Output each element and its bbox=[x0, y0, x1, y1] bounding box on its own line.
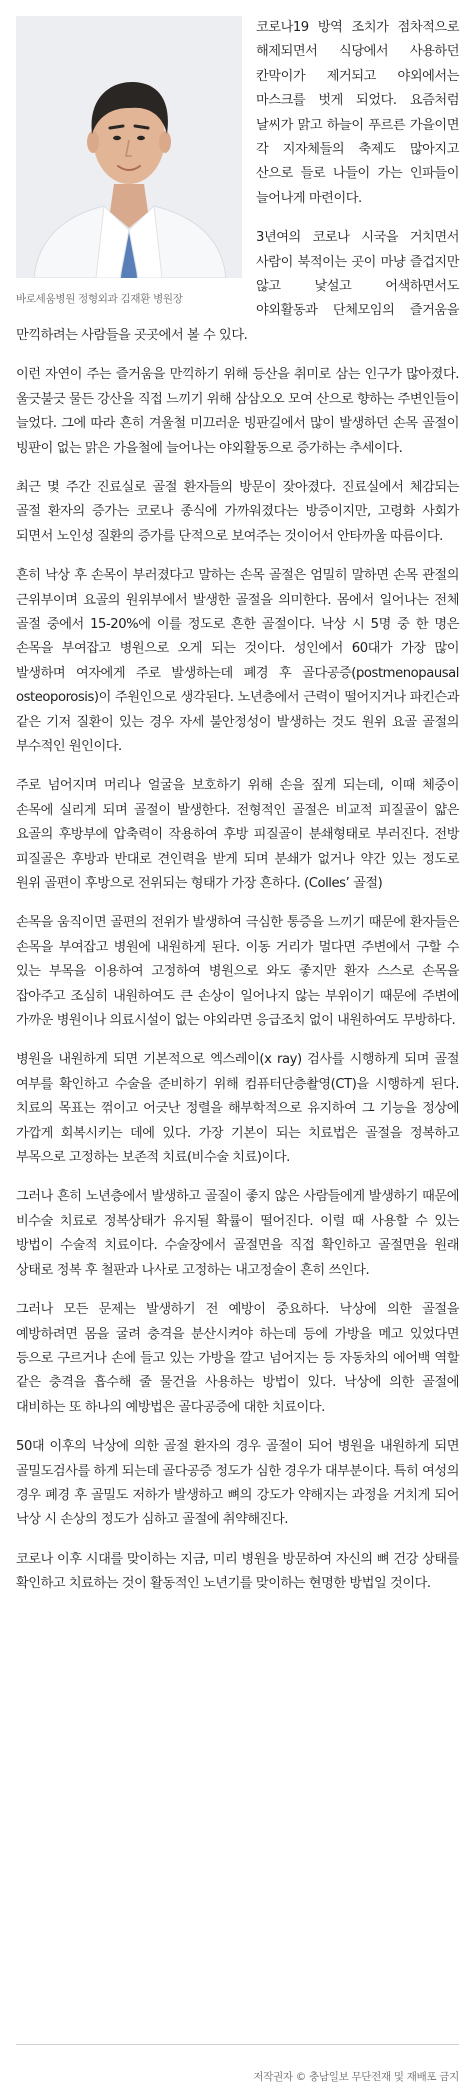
article-figure bbox=[16, 16, 242, 307]
photo-caption: 바로세움병원 정형외과 김재환 병원장 bbox=[16, 293, 183, 305]
article-paragraph: 그러나 모든 문제는 발생하기 전 예방이 중요하다. 낙상에 의한 골절을 예방하려면 몸을 굴려 충격을 분산시켜야 하는데 등에 가방을 메고 있었다면 등으로 구르거나 손에 들고 있는 가방을 깔고 넘어지는 등 자동차의 에어백 역할 같은 충격을 흡수해 줄 물건을 사용하는 방법이 있다. 낙상에 의한 골절에 대비하는 또 하나의 예방법은 골다공증에 대한 치료이다. bbox=[16, 1302, 459, 1415]
article-paragraph: 최근 몇 주간 진료실로 골절 환자들의 방문이 잦아졌다. 진료실에서 체감되는 골절 환자의 증가는 코로나 종식에 가까워졌다는 방증이지만, 고령화 사회가 되면서 노인성 질환의 증가를 단적으로 보여주는 것이어서 안타까울 따름이다. bbox=[16, 479, 459, 544]
article-paragraph: 코로나 이후 시대를 맞이하는 지금, 미리 병원을 방문하여 자신의 뼈 건강 상태를 확인하고 치료하는 것이 활동적인 노년기를 맞이하는 현명한 방법일 것이다. bbox=[16, 1551, 459, 1592]
copyright-notice: 저작권자 © 충남일보 무단전재 및 재배포 금지 bbox=[253, 2071, 459, 2083]
article-paragraph: 그러나 흔히 노년층에서 발생하고 골질이 좋지 않은 사람들에게 발생하기 때문에 비수술 치료로 정복상태가 유지될 확률이 떨어진다. 이럴 때 사용할 수 있는 방법이 수술적 치료이다. 수술장에서 골절면을 직접 확인하고 골절면을 원래 상태로 정복 후 철판과 나사로 고정하는 내고정술이 흔히 쓰인다. bbox=[16, 1189, 459, 1278]
article-paragraph: 3년여의 코로나 시국을 거치면서 사람이 북적이는 곳이 마냥 즐겁지만 않고 낯설고 어색하면서도 야외활동과 단체모임의 즐거움을 만끽하려는 사람들을 곳곳에서 볼 수 있다. bbox=[16, 230, 459, 343]
article-paragraph: 주로 넘어지며 머리나 얼굴을 보호하기 위해 손을 짚게 되는데, 이때 체중이 손목에 실리게 되며 골절이 발생한다. 전형적인 골절은 비교적 피질골이 얇은 요골의 후방부에 압축력이 작용하여 후방 피질골이 분쇄형태로 부러진다. 전방 피질골은 후방과 반대로 견인력을 받게 되며 분쇄가 없거나 약간 있는 정도로 원위 골편이 후방으로 전위되는 형태가 가장 흔하다. (Colles’ 골절) bbox=[16, 778, 459, 891]
footer-divider bbox=[16, 2044, 459, 2045]
article-paragraph: 이런 자연이 주는 즐거움을 만끽하기 위해 등산을 취미로 삼는 인구가 많아졌다. 울긋불긋 물든 강산을 직접 느끼기 위해 삼삼오오 모여 산으로 향하는 주변인들이 늘었다. 그에 따라 흔히 겨울철 미끄러운 빙판길에서 많이 발생하던 손목 골절이 빙판이 없는 맑은 가을철에 늘어나는 야외활동으로 증가하는 추세이다. bbox=[16, 367, 459, 456]
article-paragraph: 손목을 움직이면 골편의 전위가 발생하여 극심한 통증을 느끼기 때문에 환자들은 손목을 부여잡고 병원에 내원하게 된다. 이동 거리가 멀다면 주변에서 구할 수 있는 부목을 이용하여 고정하여 병원으로 와도 좋지만 환자 스스로 손목을 잡아주고 조심히 내원하여도 큰 손상이 일어나지 않는 부위이기 때문에 주변에 가까운 병원이나 의료시설이 없는 야외라면 응급조치 없이 내원하여도 무방하다. bbox=[16, 915, 459, 1029]
article-paragraph: 흔히 낙상 후 손목이 부러졌다고 말하는 손목 골절은 엄밀히 말하면 손목 관절의 근위부이며 요골의 원위부에서 발생한 골절을 의미한다. 몸에서 일어나는 전체 골절 중에서 15-20%에 이를 정도로 흔한 골절이다. 낙상 시 5명 중 한 명은 손목을 부여잡고 병원으로 오게 되는 것이다. 성인에서 60대가 가장 많이 발생하며 여자에게 주로 발생하는데 폐경 후 골다공증(postmenopausal osteoporosis)이 주원인으로 생각된다. 노년층에서 근력이 떨어지거나 파킨슨과 같은 기저 질환이 있는 경우 자세 불안정성이 발생하는 것도 원위 요골 골절의 부수적인 원인이다. bbox=[16, 568, 459, 754]
article-paragraph: 50대 이후의 낙상에 의한 골절 환자의 경우 골절이 되어 병원을 내원하게 되면 골밀도검사를 하게 되는데 골다공증 정도가 심한 경우가 대부분이다. 특히 여성의 경우 폐경 후 골밀도 저하가 발생하고 뼈의 강도가 약해지는 과정을 거치게 되어 낙상 시 손상의 정도가 심하고 골절에 취약해진다. bbox=[16, 1439, 459, 1528]
doctor-portrait-image bbox=[16, 16, 242, 278]
article-paragraph: 병원을 내원하게 되면 기본적으로 엑스레이(x ray) 검사를 시행하게 되며 골절 여부를 확인하고 수술을 준비하기 위해 컴퓨터단층촬영(CT)을 시행하게 된다. 치료의 목표는 꺾이고 어긋난 정렬을 해부학적으로 유지하여 그 기능을 정상에 가깝게 회복시키는 데에 있다. 가장 기본이 되는 치료법은 골절을 정복하고 부목으로 고정하는 보존적 치료(비수술 치료)이다. bbox=[16, 1052, 459, 1166]
article-paragraph: 코로나19 방역 조치가 점차적으로 해제되면서 식당에서 사용하던 칸막이가 제거되고 야외에서는 마스크를 벗게 되었다. 요즘처럼 날씨가 맑고 하늘이 푸르른 가을이면 각 지자체들의 축제도 많아지고 산으로 들로 나들이 가는 인파들이 늘어나게 마련이다. bbox=[256, 20, 459, 206]
